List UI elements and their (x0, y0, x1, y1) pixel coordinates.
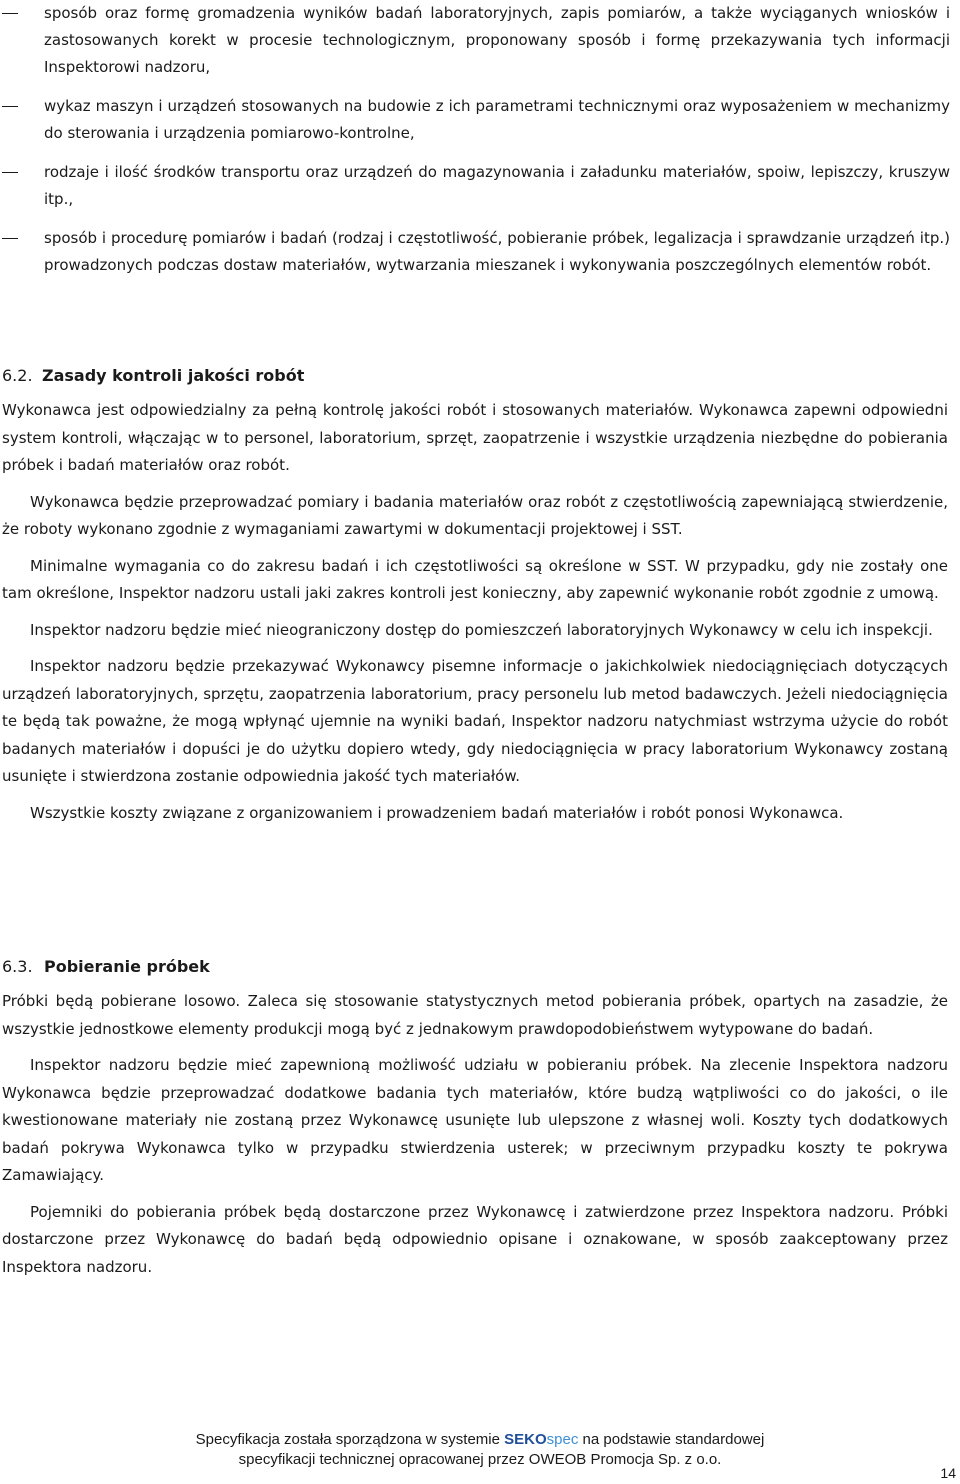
paragraph: Pojemniki do pobierania próbek będą dostarczone przez Wykonawcę i zatwierdzone przez Inspektora nadzoru. Próbki dostarczone przez Wykonawcę do badań będą odpowiednio opisane i oznakowane, w sposób zaakceptowany przez Inspektora nadzoru. (2, 1202, 948, 1276)
list-item (2, 0, 950, 81)
page-footer (0, 1430, 960, 1470)
footer-line-2: specyfikacji technicznej opracowanej przez OWEOB Promocja Sp. z o.o. (238, 1451, 722, 1468)
list-item-text: sposób i procedurę pomiarów i badań (rodzaj i częstotliwość, pobieranie próbek, legalizacja i sprawdzanie urządzeń itp.) prowadzonych podczas dostaw materiałów, wytwarzania mieszanek i wykonywania poszczególnych elementów robót. (44, 229, 950, 274)
dash-bullet-icon (2, 238, 18, 239)
bullet-list (2, 0, 950, 292)
section-title: Pobieranie próbek (44, 957, 210, 976)
footer-text: na podstawie standardowej (582, 1431, 765, 1448)
section-number: 6.3. (2, 957, 33, 976)
list-item-text: wykaz maszyn i urządzeń stosowanych na budowie z ich parametrami technicznymi oraz wyposażeniem w mechanizmy do sterowania i urządzenia pomiarowo-kontrolne, (44, 97, 950, 142)
footer-line-1 (0, 1430, 960, 1450)
section-body-6-2 (2, 397, 948, 836)
sekospec-logo (504, 1431, 578, 1448)
paragraph: Inspektor nadzoru będzie przekazywać Wykonawcy pisemne informacje o jakichkolwiek niedociągnięciach dotyczących urządzeń laboratoryjnych, sprzętu, zaopatrzenia laboratorium, pracy personelu lub metod badawczych. Jeżeli niedociągnięcia te będą tak poważne, że mogą wpłynąć ujemnie na wyniki badań, Inspektor nadzoru natychmiast wstrzyma użycie do robót badanych materiałów i dopuści je do użytku dopiero wtedy, gdy niedociągnięcia w pracy laboratorium Wykonawcy zostaną usunięte i stwierdzona zostanie odpowiednia jakość tych materiałów. (2, 657, 948, 785)
section-body-6-3 (2, 988, 948, 1290)
list-item (2, 93, 950, 147)
paragraph: Inspektor nadzoru będzie mieć nieograniczony dostęp do pomieszczeń laboratoryjnych Wykonawcy w celu ich inspekcji. (30, 620, 933, 639)
dash-bullet-icon (2, 106, 18, 107)
section-heading-6-3 (2, 955, 210, 979)
paragraph: Minimalne wymagania co do zakresu badań i ich częstotliwości są określone w SST. W przypadku, gdy nie zostały one tam określone, Inspektor nadzoru ustali jaki zakres kontroli jest konieczny, aby zapewnić wykonanie robót zgodnie z umową. (2, 556, 948, 602)
list-item (2, 159, 950, 213)
section-title: Zasady kontroli jakości robót (42, 366, 305, 385)
list-item (2, 225, 950, 279)
logo-spec: spec (546, 1431, 579, 1448)
dash-bullet-icon (2, 13, 18, 14)
paragraph: Wszystkie koszty związane z organizowaniem i prowadzeniem badań materiałów i robót ponosi Wykonawca. (30, 803, 844, 822)
paragraph: Próbki będą pobierane losowo. Zaleca się stosowanie statystycznych metod pobierania próbek, opartych na zasadzie, że wszystkie jednostkowe elementy produkcji mogą być z jednakowym prawdopodobieństwem wytypowane do badań. (2, 992, 948, 1038)
list-item-text: sposób oraz formę gromadzenia wyników badań laboratoryjnych, zapis pomiarów, a także wyciąganych wniosków i zastosowanych korekt w procesie technologicznym, proponowany sposób i formę przekazywania tych informacji Inspektorowi nadzoru, (44, 4, 950, 76)
list-item-text: rodzaje i ilość środków transportu oraz urządzeń do magazynowania i załadunku materiałów, spoiw, lepiszczy, kruszyw itp., (44, 163, 950, 208)
paragraph: Wykonawca jest odpowiedzialny za pełną kontrolę jakości robót i stosowanych materiałów. Wykonawca zapewni odpowiedni system kontroli, włączając w to personel, laboratorium, sprzęt, zaopatrzenie i wszystkie urządzenia niezbędne do pobierania próbek i badań materiałów oraz robót. (2, 401, 948, 474)
section-number: 6.2. (2, 366, 33, 385)
paragraph: Wykonawca będzie przeprowadzać pomiary i badania materiałów oraz robót z częstotliwością zapewniającą stwierdzenie, że roboty wykonano zgodnie z wymaganiami zawartymi w dokumentacji projektowej i SST. (2, 492, 948, 538)
paragraph: Inspektor nadzoru będzie mieć zapewnioną możliwość udziału w pobieraniu próbek. Na zlecenie Inspektora nadzoru Wykonawca będzie przeprowadzać dodatkowe badania tych materiałów, które budzą wątpliwości co do jakości, o ile kwestionowane materiały nie zostaną przez Wykonawcę usunięte lub ulepszone z własnej woli. Koszty tych dodatkowych badań pokrywa Wykonawca tylko w przypadku stwierdzenia usterek; w przeciwnym przypadku koszty te pokrywa Zamawiający. (2, 1056, 948, 1184)
dash-bullet-icon (2, 172, 18, 173)
logo-seko: SEKO (504, 1431, 547, 1448)
section-heading-6-2 (2, 364, 304, 388)
footer-text: Specyfikacja została sporządzona w systemie (195, 1431, 500, 1448)
page-number: 14 (940, 1465, 956, 1481)
